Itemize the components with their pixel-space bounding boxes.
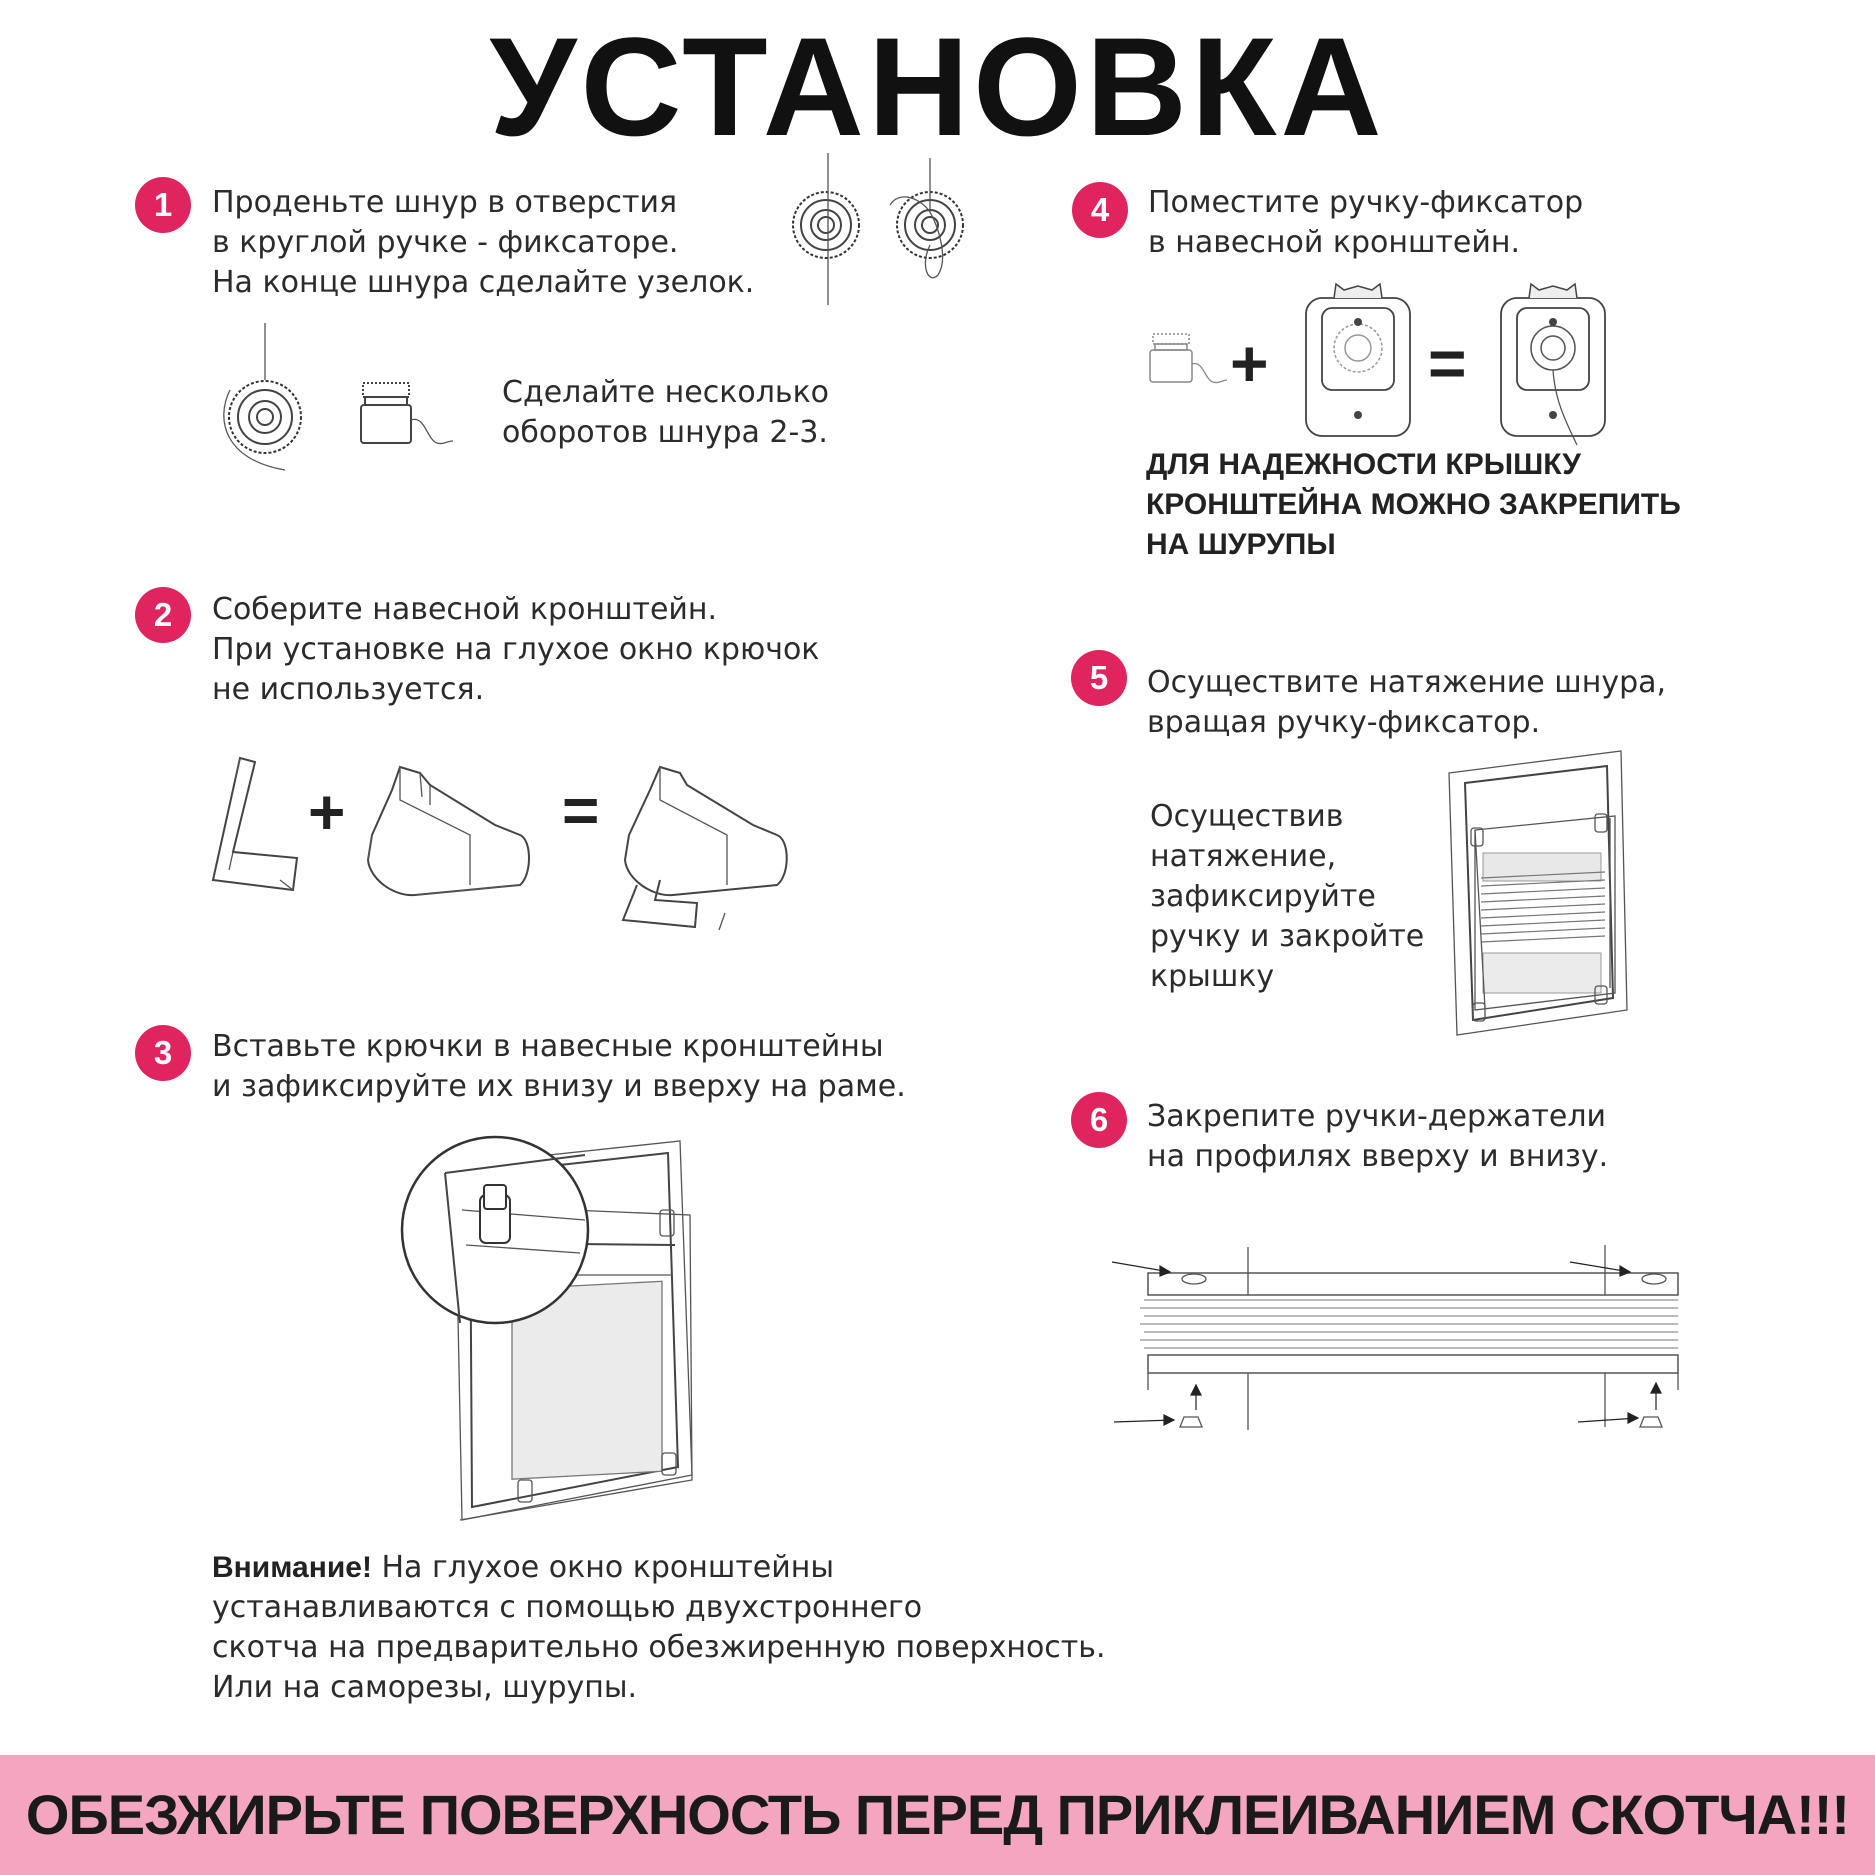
hanging-bracket-open-illustration xyxy=(1300,280,1415,440)
knob-threading-illustration xyxy=(780,150,1000,310)
step-3-badge: 3 xyxy=(135,1025,191,1081)
warning-label: Внимание! xyxy=(212,1551,372,1584)
knob-small-illustration xyxy=(1145,330,1235,390)
hanging-bracket-closed-illustration xyxy=(1495,280,1610,450)
step-6-badge: 6 xyxy=(1071,1092,1127,1148)
plus-sign-2: + xyxy=(308,776,346,848)
step-1-text: Проденьте шнур в отверстия в круглой ручке - фиксаторе. На конце шнура сделайте узелок. xyxy=(212,185,755,300)
step-5-note: Осуществив натяжение, зафиксируйте ручку и закройте крышку xyxy=(1150,799,1425,994)
bracket-illustration xyxy=(360,755,535,905)
step-5-text: Осуществите натяжение шнура, вращая ручку-фиксатор. xyxy=(1147,665,1667,740)
step-6-text: Закрепите ручки-держатели на профилях вверху и внизу. xyxy=(1147,1099,1609,1174)
warning-note xyxy=(212,1548,1106,1708)
page-title: УСТАНОВКА xyxy=(489,8,1386,165)
plus-sign-4: + xyxy=(1230,326,1269,400)
equals-sign-4: = xyxy=(1428,326,1467,400)
window-hooks-illustration xyxy=(400,1135,700,1525)
step-5-badge: 5 xyxy=(1071,650,1127,706)
step-2-badge: 2 xyxy=(135,587,191,643)
equals-sign-2: = xyxy=(562,774,600,846)
step-4-text: Поместите ручку-фиксатор в навесной кронштейн. xyxy=(1148,185,1584,260)
window-tension-illustration xyxy=(1445,748,1630,1038)
warning-text: На глухое окно кронштейны устанавливаются с помощью двухстроннего скотча на предварительно обезжиренную поверхность. Или на саморезы, шурупы. xyxy=(212,1550,1106,1705)
assembled-bracket-illustration xyxy=(615,755,800,935)
knob-wrapped-cord-illustration xyxy=(210,320,320,480)
step-1-badge: 1 xyxy=(135,177,191,233)
step-3-text: Вставьте крючки в навесные кронштейны и зафиксируйте их внизу и вверху на раме. xyxy=(212,1029,906,1104)
step-2-text: Соберите навесной кронштейн. При установке на глухое окно крючок не используется. xyxy=(212,592,820,707)
profile-holders-illustration xyxy=(1110,1245,1680,1435)
step-4-note: ДЛЯ НАДЕЖНОСТИ КРЫШКУ КРОНШТЕЙНА МОЖНО ЗАКРЕПИТЬ НА ШУРУПЫ xyxy=(1146,448,1681,561)
step-4-badge: 4 xyxy=(1072,182,1128,238)
knob-side-illustration xyxy=(355,375,465,455)
step-1-note: Сделайте несколько оборотов шнура 2-3. xyxy=(502,375,830,450)
l-profile-illustration xyxy=(205,750,305,900)
warning-banner-text: ОБЕЗЖИРЬТЕ ПОВЕРХНОСТЬ ПЕРЕД ПРИКЛЕИВАНИЕМ СКОТЧА!!! xyxy=(25,1783,1850,1846)
